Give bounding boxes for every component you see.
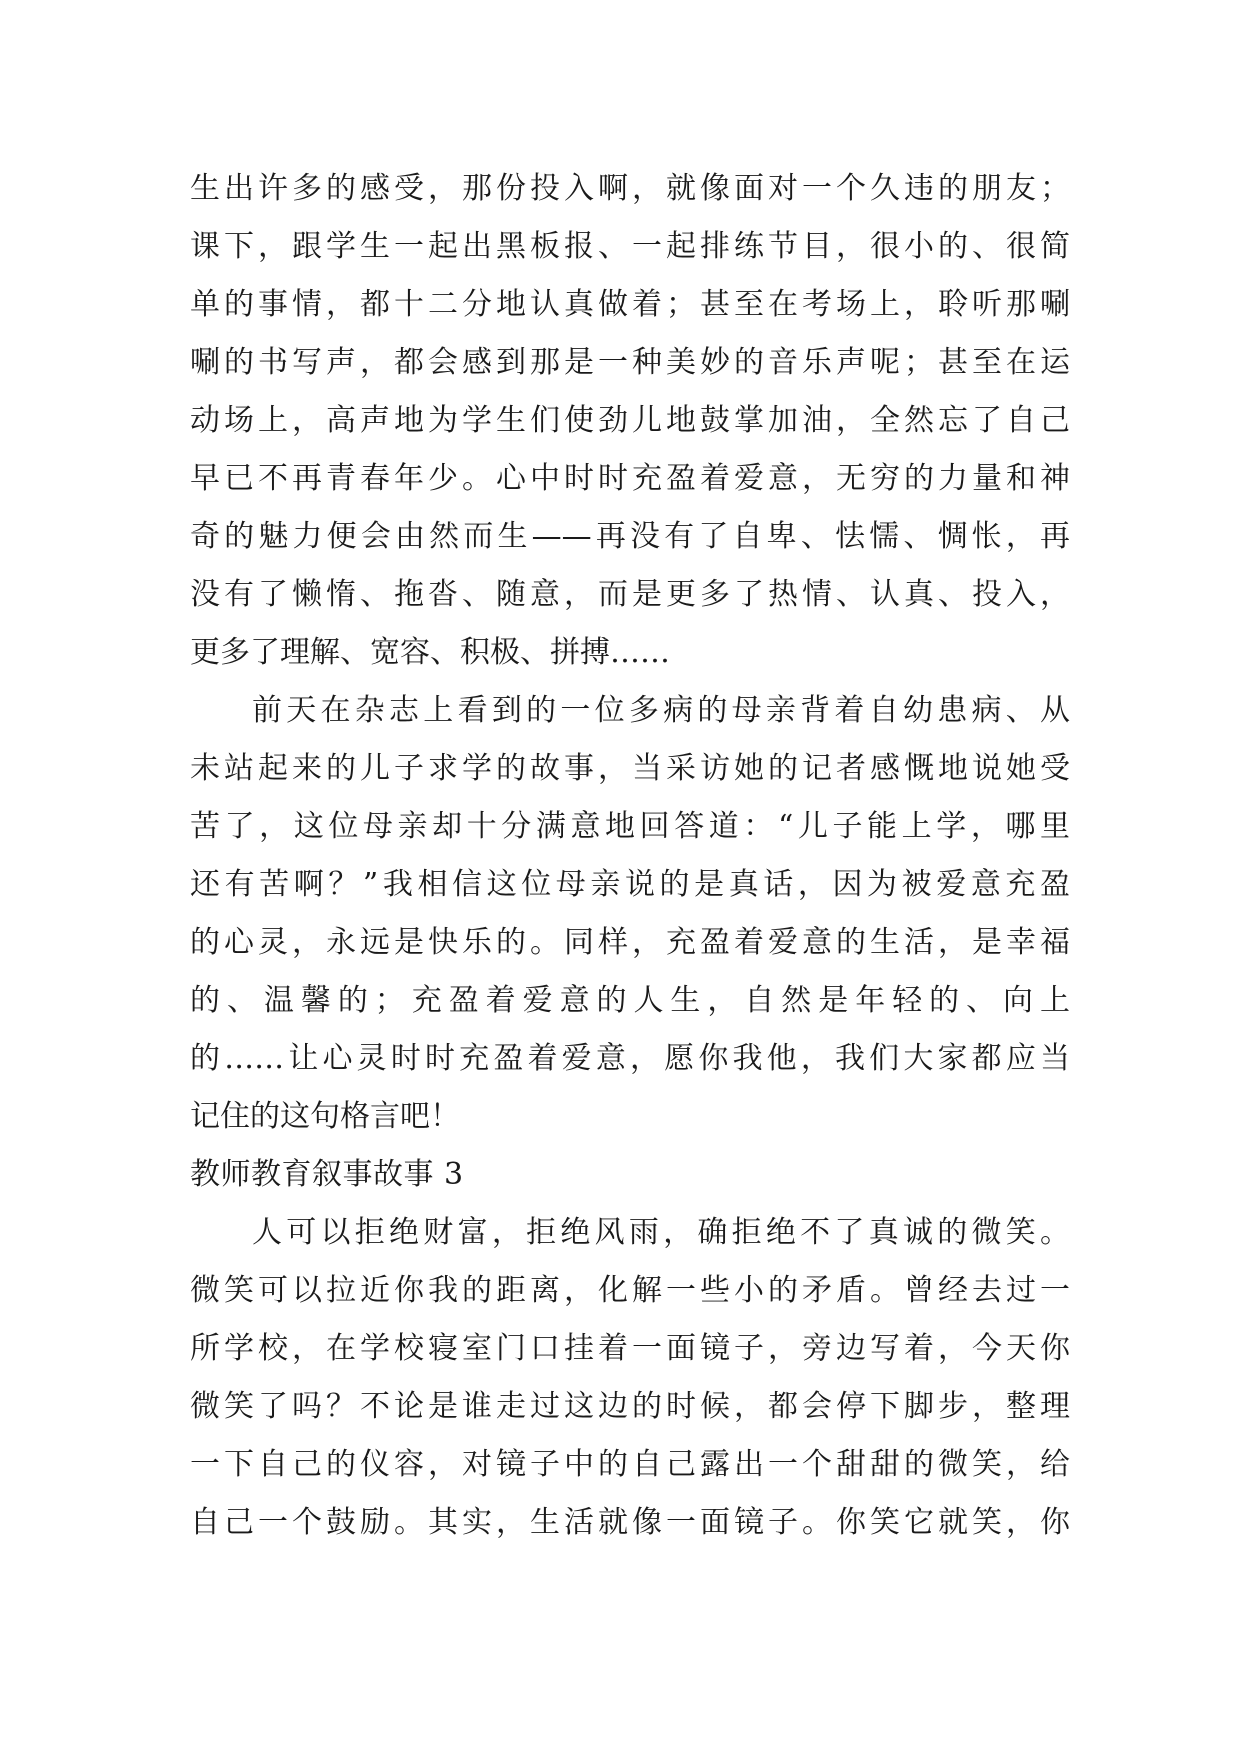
text-line: 自己一个鼓励。其实，生活就像一面镜子。你笑它就笑，你 (190, 1505, 1070, 1540)
text-line: 奇的魅力便会由然而生——再没有了自卑、怯懦、惆怅，再 (190, 519, 1070, 554)
text-line: 更多了理解、宽容、积极、拼搏…… (190, 635, 670, 670)
text-line: 前天在杂志上看到的一位多病的母亲背着自幼患病、从 (252, 693, 1070, 728)
paragraph (190, 160, 1070, 682)
text-line: 没有了懒惰、拖沓、随意，而是更多了热情、认真、投入， (190, 577, 1070, 612)
text-line: 单的事情，都十二分地认真做着；甚至在考场上，聆听那唰 (190, 287, 1070, 322)
paragraph (190, 682, 1070, 1146)
section-heading (190, 1146, 1070, 1204)
text-line: 唰的书写声，都会感到那是一种美妙的音乐声呢；甚至在运 (190, 345, 1070, 380)
text-line: 的心灵，永远是快乐的。同样，充盈着爱意的生活，是幸福 (190, 925, 1070, 960)
text-line: 人可以拒绝财富，拒绝风雨，确拒绝不了真诚的微笑。 (252, 1215, 1070, 1250)
text-line: 的……让心灵时时充盈着爱意，愿你我他，我们大家都应当 (190, 1041, 1070, 1076)
text-line: 记住的这句格言吧！ (190, 1099, 460, 1134)
text-line: 微笑可以拉近你我的距离，化解一些小的矛盾。曾经去过一 (190, 1273, 1070, 1308)
text-line: 生出许多的感受，那份投入啊，就像面对一个久违的朋友； (190, 171, 1070, 206)
text-line: 一下自己的仪容，对镜子中的自己露出一个甜甜的微笑，给 (190, 1447, 1070, 1482)
document-body (190, 160, 1070, 1552)
text-line: 所学校，在学校寝室门口挂着一面镜子，旁边写着，今天你 (190, 1331, 1070, 1366)
text-line: 早已不再青春年少。心中时时充盈着爱意，无穷的力量和神 (190, 461, 1070, 496)
text-line: 动场上，高声地为学生们使劲儿地鼓掌加油，全然忘了自己 (190, 403, 1070, 438)
text-line: 还有苦啊？”我相信这位母亲说的是真话，因为被爱意充盈 (190, 867, 1070, 902)
paragraph (190, 1204, 1070, 1552)
text-line: 苦了，这位母亲却十分满意地回答道：“儿子能上学，哪里 (190, 809, 1070, 844)
text-line: 的、温馨的；充盈着爱意的人生，自然是年轻的、向上 (190, 983, 1070, 1018)
text-line: 课下，跟学生一起出黑板报、一起排练节目，很小的、很简 (190, 229, 1070, 264)
text-line: 未站起来的儿子求学的故事，当采访她的记者感慨地说她受 (190, 751, 1070, 786)
section-heading-text: 教师教育叙事故事 3 (190, 1157, 464, 1192)
text-line: 微笑了吗？不论是谁走过这边的时候，都会停下脚步，整理 (190, 1389, 1070, 1424)
